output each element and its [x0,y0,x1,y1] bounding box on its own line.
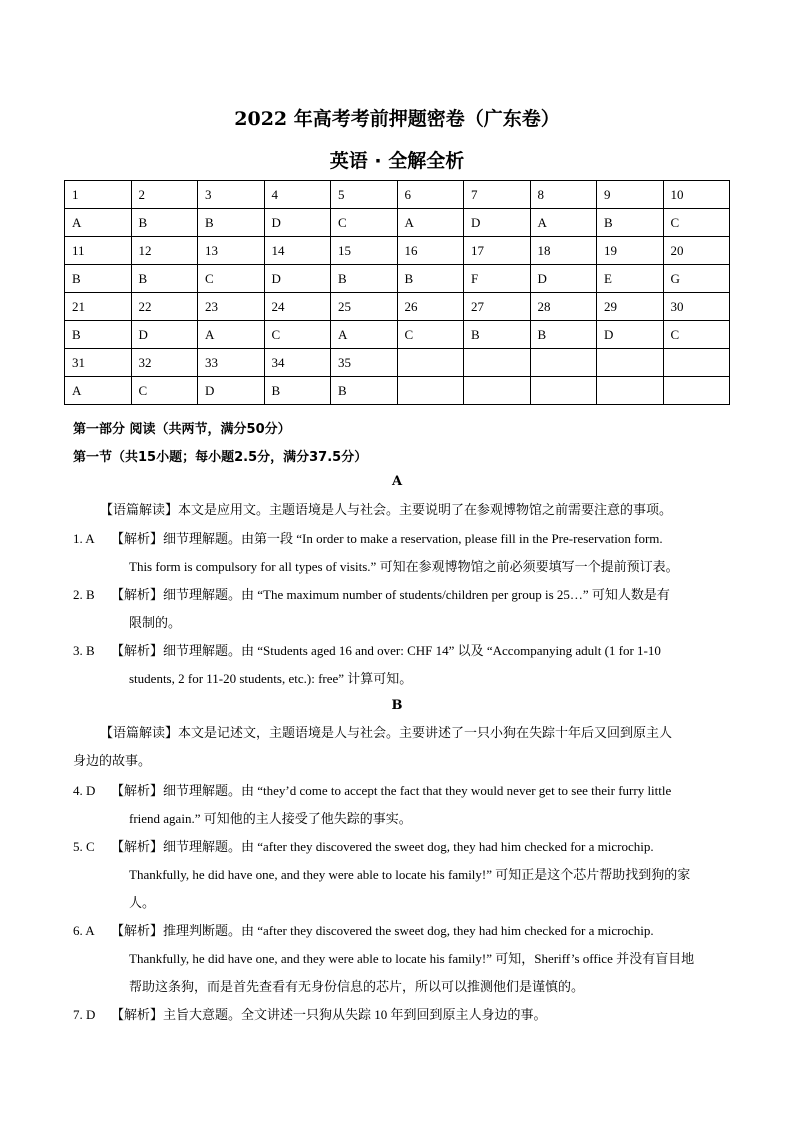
passage-b-letter: B [391,698,403,713]
item-number: 5. C [73,839,95,854]
question-number-cell: 6 [397,181,464,209]
answer-cell: A [198,321,265,349]
answer-cell: D [264,209,331,237]
question-number-cell: 21 [65,293,132,321]
item-number: 3. B [73,643,95,658]
question-number-cell: 5 [331,181,398,209]
item-number: 1. A [73,531,95,546]
question-number-cell: 26 [397,293,464,321]
question-number-cell: 16 [397,237,464,265]
item-text-cont: 帮助这条狗，而是首先查看有无身份信息的芯片，所以可以推测他们是谨慎的。 [129,979,585,994]
answer-cell: B [65,321,132,349]
item-number: 7. D [73,1007,96,1022]
answer-cell: F [464,265,531,293]
answer-item-5 [73,833,723,917]
question-number-cell: 12 [131,237,198,265]
answer-row [65,321,730,349]
answer-cell: D [597,321,664,349]
question-number-cell: 20 [663,237,730,265]
question-number-cell: 31 [65,349,132,377]
question-number-cell: 22 [131,293,198,321]
question-number-cell: 28 [530,293,597,321]
answer-row [65,265,730,293]
answer-cell: B [597,209,664,237]
question-number-cell: 17 [464,237,531,265]
item-text: 【解析】推理判断题。由 “after they discovered the sweet dog, they had him checked for a microchip. [111,923,654,938]
question-number-cell: 33 [198,349,265,377]
answer-cell [397,377,464,405]
answer-cell: C [663,321,730,349]
question-number-cell: 3 [198,181,265,209]
answer-cell: C [331,209,398,237]
answer-cell: B [331,265,398,293]
question-number-row [65,293,730,321]
answer-cell: C [198,265,265,293]
passage-a-summary: 【语篇解读】本文是应用文。主题语境是人与社会。主要说明了在参观博物馆之前需要注意的事项。 [100,503,673,518]
answer-cell: D [264,265,331,293]
item-text-cont: Thankfully, he did have one, and they were able to locate his family!” 可知正是这个芯片帮助找到狗的家 [129,867,691,882]
answer-cell: A [65,377,132,405]
item-text: 【解析】细节理解题。由 “after they discovered the sweet dog, they had him checked for a microchip. [111,839,654,854]
page-title: 2022 年高考考前押题密卷（广东卷） [234,108,560,130]
answer-cell: C [663,209,730,237]
question-number-cell: 30 [663,293,730,321]
question-number-cell: 34 [264,349,331,377]
answer-row [65,209,730,237]
answer-table [64,180,730,405]
answer-cell: D [198,377,265,405]
answer-item-7 [73,1001,723,1029]
question-number-cell: 25 [331,293,398,321]
item-number: 6. A [73,923,95,938]
answer-item-4 [73,777,723,833]
item-text-cont: students, 2 for 11-20 students, etc.): free” 计算可知。 [129,671,413,686]
item-text: 【解析】细节理解题。由 “they’d come to accept the fact that they would never get to see their furry little [111,783,672,798]
answer-cell: C [131,377,198,405]
question-number-cell [597,349,664,377]
question-number-cell: 2 [131,181,198,209]
question-number-cell [464,349,531,377]
question-number-cell: 27 [464,293,531,321]
answer-cell: D [530,265,597,293]
question-number-cell: 7 [464,181,531,209]
question-number-cell: 8 [530,181,597,209]
answer-cell [597,377,664,405]
question-number-cell: 9 [597,181,664,209]
question-number-row [65,349,730,377]
answer-cell: C [397,321,464,349]
answer-cell: B [131,265,198,293]
part1-heading: 第一部分 阅读（共两节，满分50分） [73,422,291,437]
item-text: 【解析】细节理解题。由 “Students aged 16 and over: CHF 14” 以及 “Accompanying adult (1 for 1-10 [111,643,661,658]
passage-a-letter: A [391,474,403,489]
item-text-cont: friend again.” 可知他的主人接受了他失踪的事实。 [129,811,412,826]
answer-item-1 [73,525,723,581]
answer-item-3 [73,637,723,693]
passage-b-summary-line2: 身边的故事。 [73,754,152,769]
answer-cell [464,377,531,405]
answer-cell: B [131,209,198,237]
answer-cell [530,377,597,405]
question-number-cell [530,349,597,377]
answer-cell: B [65,265,132,293]
answer-item-2 [73,581,723,637]
section1-heading: 第一节（共15小题；每小题2.5分，满分37.5分） [73,450,368,465]
page-subtitle: 英语 · 全解全析 [329,150,465,172]
item-text: 【解析】主旨大意题。全文讲述一只狗从失踪 10 年到回到原主人身边的事。 [111,1007,547,1022]
answer-row [65,377,730,405]
passage-b-summary-line1: 【语篇解读】本文是记述文，主题语境是人与社会。主要讲述了一只小狗在失踪十年后又回到原主人 [100,726,673,741]
item-text-cont: This form is compulsory for all types of visits.” 可知在参观博物馆之前必须要填写一个提前预订表。 [129,559,679,574]
answer-cell: B [198,209,265,237]
question-number-cell: 14 [264,237,331,265]
question-number-row [65,181,730,209]
question-number-cell: 1 [65,181,132,209]
question-number-cell: 32 [131,349,198,377]
question-number-cell: 4 [264,181,331,209]
answer-cell [663,377,730,405]
question-number-row [65,237,730,265]
item-text-cont: 人。 [129,895,156,910]
question-number-cell: 24 [264,293,331,321]
answer-cell: A [397,209,464,237]
item-text: 【解析】细节理解题。由 “The maximum number of students/children per group is 25…” 可知人数是有 [111,587,670,602]
question-number-cell: 13 [198,237,265,265]
answer-cell: E [597,265,664,293]
answer-cell: A [331,321,398,349]
question-number-cell: 10 [663,181,730,209]
question-number-cell: 19 [597,237,664,265]
answer-cell: B [331,377,398,405]
answer-cell: A [530,209,597,237]
answer-cell: D [131,321,198,349]
question-number-cell [397,349,464,377]
answer-cell: B [530,321,597,349]
item-number: 4. D [73,783,96,798]
item-text: 【解析】细节理解题。由第一段 “In order to make a reservation, please fill in the Pre-reservation form. [111,531,663,546]
item-text-cont: Thankfully, he did have one, and they were able to locate his family!” 可知，Sheriff’s office 并没有盲目地 [129,951,695,966]
question-number-cell: 15 [331,237,398,265]
question-number-cell: 11 [65,237,132,265]
answer-cell: D [464,209,531,237]
question-number-cell: 23 [198,293,265,321]
answer-item-6 [73,917,723,1001]
answer-cell: B [464,321,531,349]
item-number: 2. B [73,587,95,602]
answer-cell: B [264,377,331,405]
answer-cell: C [264,321,331,349]
question-number-cell [663,349,730,377]
question-number-cell: 18 [530,237,597,265]
answer-cell: G [663,265,730,293]
question-number-cell: 35 [331,349,398,377]
answer-cell: B [397,265,464,293]
question-number-cell: 29 [597,293,664,321]
item-text-cont: 限制的。 [129,615,182,630]
answer-cell: A [65,209,132,237]
